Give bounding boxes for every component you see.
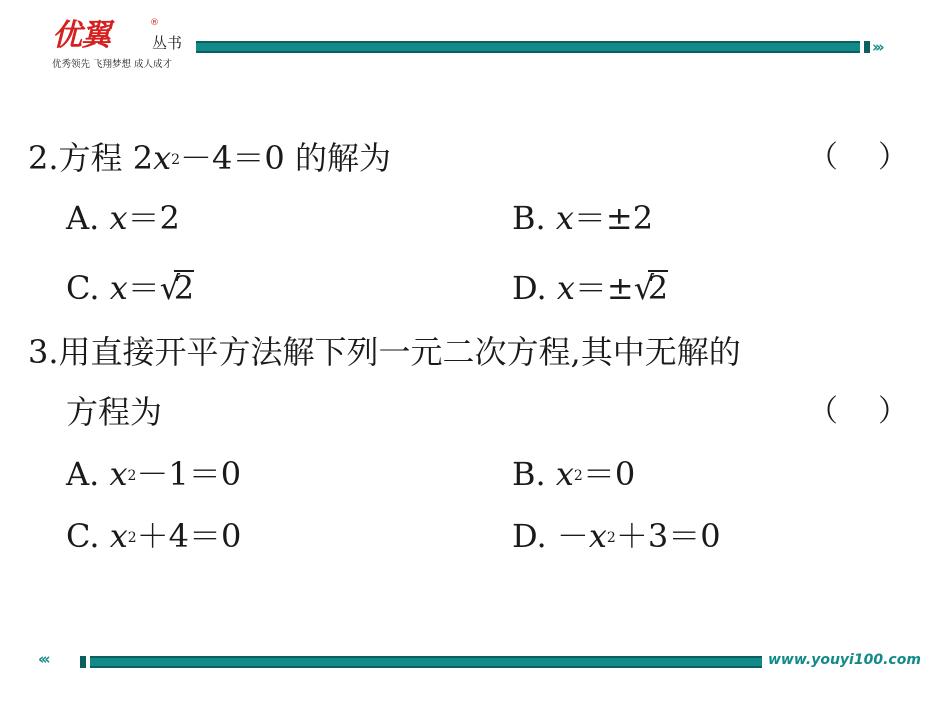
q3-option-d bbox=[512, 516, 721, 556]
q2-eq-coef: 2 bbox=[132, 139, 154, 177]
option-var: x bbox=[109, 199, 128, 237]
logo-slogan: 优秀领先 飞翔梦想 成人成才 bbox=[52, 59, 173, 70]
header-divider-bar bbox=[196, 41, 860, 53]
q2-option-d bbox=[512, 268, 668, 308]
option-var: x bbox=[109, 269, 128, 307]
footer-arrows-icon: ‹‹‹ bbox=[38, 650, 48, 668]
header-divider-cap bbox=[864, 41, 870, 53]
q3-option-a bbox=[66, 454, 241, 494]
logo-series: 丛书 bbox=[152, 34, 183, 52]
option-rest: ＋4＝0 bbox=[136, 517, 242, 555]
sqrt-icon bbox=[160, 268, 194, 308]
q3-option-b bbox=[512, 454, 635, 494]
q3-paren-close: ） bbox=[878, 394, 908, 429]
option-rest: －1＝0 bbox=[136, 455, 242, 493]
website-link[interactable]: www.youyi100.com bbox=[768, 652, 921, 668]
option-var: x bbox=[555, 455, 574, 493]
sqrt-icon bbox=[634, 268, 668, 308]
q3-stem-line1 bbox=[28, 332, 741, 372]
brand-logo bbox=[52, 18, 202, 68]
footer-divider-cap bbox=[80, 656, 86, 668]
option-exp: 2 bbox=[606, 530, 616, 546]
option-rest: ＝±2 bbox=[573, 199, 654, 237]
logo-registered-mark: ® bbox=[150, 18, 159, 28]
q2-answer-blank bbox=[808, 138, 908, 178]
radicand: 2 bbox=[173, 269, 195, 307]
footer-divider-bar bbox=[90, 656, 762, 668]
option-var: x bbox=[555, 199, 574, 237]
q2-equation bbox=[133, 139, 285, 177]
q3-stem-text: 用直接开平方法解下列一元二次方程,其中无解的 bbox=[58, 333, 741, 371]
q3-option-c bbox=[66, 516, 241, 556]
q2-paren-open: （ bbox=[808, 140, 838, 175]
option-var: x bbox=[109, 455, 128, 493]
option-var: x bbox=[109, 517, 128, 555]
option-label: C. bbox=[66, 269, 100, 307]
q2-stem-text: 方程 bbox=[58, 139, 123, 177]
option-var: x bbox=[588, 517, 607, 555]
q3-stem-line2: 方程为 bbox=[66, 393, 163, 431]
q2-option-b bbox=[512, 198, 653, 238]
q2-option-a bbox=[66, 198, 180, 238]
q3-answer-blank bbox=[808, 392, 908, 432]
logo-text: 优翼 bbox=[52, 18, 110, 53]
q2-stem bbox=[28, 138, 391, 178]
q2-eq-var: x bbox=[153, 139, 172, 177]
option-label: C. bbox=[66, 517, 100, 555]
option-rest: ＋3＝0 bbox=[615, 517, 721, 555]
option-label: B. bbox=[512, 455, 546, 493]
radicand: 2 bbox=[647, 269, 669, 307]
option-exp: 2 bbox=[127, 468, 137, 484]
option-pre: － bbox=[556, 517, 589, 555]
option-label: A. bbox=[66, 199, 100, 237]
option-rest: ＝ bbox=[127, 269, 160, 307]
option-rest: ＝2 bbox=[127, 199, 180, 237]
option-rest: ＝0 bbox=[582, 455, 636, 493]
option-var: x bbox=[556, 269, 575, 307]
q2-paren-close: ） bbox=[878, 140, 908, 175]
q2-eq-exp: 2 bbox=[171, 152, 181, 168]
header-arrows-icon: ››› bbox=[872, 38, 882, 56]
option-exp: 2 bbox=[127, 530, 137, 546]
option-label: D. bbox=[512, 269, 547, 307]
q2-stem-tail: 的解为 bbox=[294, 139, 391, 177]
q2-eq-rest: －4＝0 bbox=[180, 139, 285, 177]
option-label: B. bbox=[512, 199, 546, 237]
q2-number: 2. bbox=[28, 139, 59, 177]
option-label: D. bbox=[512, 517, 547, 555]
q3-paren-open: （ bbox=[808, 394, 838, 429]
option-exp: 2 bbox=[573, 468, 583, 484]
option-rest: ＝± bbox=[574, 269, 634, 307]
option-label: A. bbox=[66, 455, 100, 493]
q2-option-c bbox=[66, 268, 194, 308]
q3-number: 3. bbox=[28, 333, 59, 371]
